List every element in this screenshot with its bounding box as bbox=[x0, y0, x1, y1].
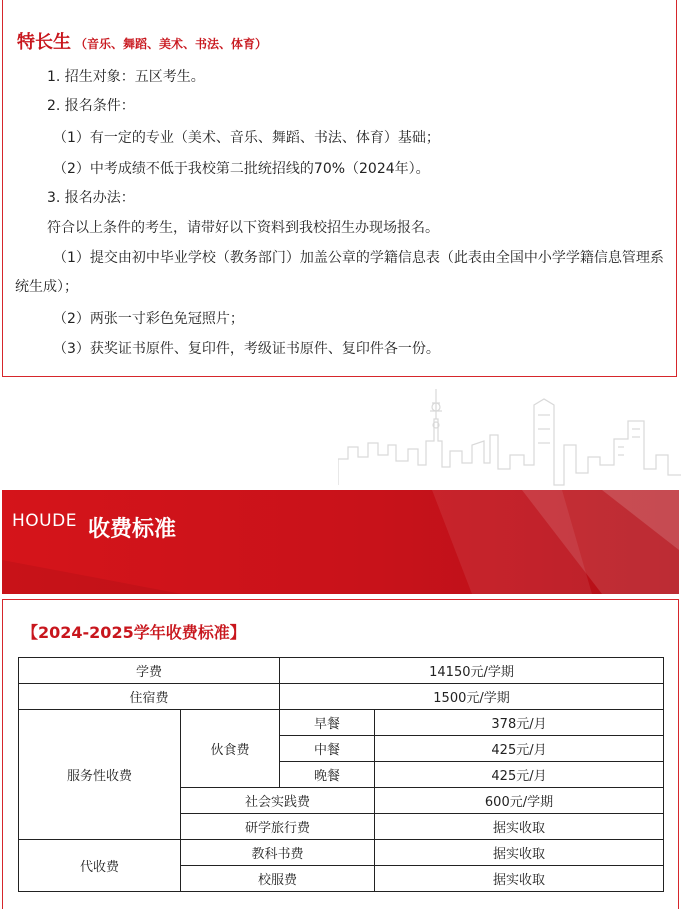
fee-table bbox=[18, 657, 664, 892]
study-tour-fee-value: 据实收取 bbox=[375, 814, 664, 840]
lunch-label: 中餐 bbox=[280, 736, 375, 762]
textbook-fee-label: 教科书费 bbox=[181, 840, 375, 866]
dinner-value: 425元/月 bbox=[375, 762, 664, 788]
method-intro: 符合以上条件的考生，请带好以下资料到我校招生办现场报名。 bbox=[47, 220, 439, 236]
conditions-heading: 2. 报名条件： bbox=[47, 98, 135, 114]
table-row bbox=[19, 710, 664, 736]
fee-section-title: 收费标准 bbox=[88, 517, 177, 542]
table-row bbox=[19, 684, 664, 710]
meal-fee-label: 伙食费 bbox=[181, 710, 280, 788]
city-skyline-illustration bbox=[338, 385, 681, 487]
specialty-heading bbox=[17, 28, 267, 54]
method-1: （1）提交由初中毕业学校（教务部门）加盖公章的学籍信息表（此表由全国中小学学籍信息管理系统生成）； bbox=[15, 250, 664, 295]
condition-1: （1）有一定的专业（美术、音乐、舞蹈、书法、体育）基础； bbox=[53, 130, 440, 146]
tuition-label: 学费 bbox=[19, 658, 280, 684]
specialty-title: 特长生 bbox=[17, 32, 71, 53]
breakfast-value: 378元/月 bbox=[375, 710, 664, 736]
fee-section-banner bbox=[2, 490, 679, 594]
breakfast-label: 早餐 bbox=[280, 710, 375, 736]
enroll-target-line: 1. 招生对象：五区考生。 bbox=[47, 69, 205, 85]
method-3: （3）获奖证书原件、复印件，考级证书原件、复印件各一份。 bbox=[53, 341, 440, 357]
fee-year-heading: 【2024-2025学年收费标准】 bbox=[22, 623, 246, 642]
lodging-label: 住宿费 bbox=[19, 684, 280, 710]
uniform-fee-label: 校服费 bbox=[181, 866, 375, 892]
condition-2: （2）中考成绩不低于我校第二批统招线的70%（2024年）。 bbox=[53, 161, 430, 177]
specialty-subtitle: （音乐、舞蹈、美术、书法、体育） bbox=[75, 37, 268, 51]
collected-fee-label: 代收费 bbox=[19, 840, 181, 892]
tuition-value: 14150元/学期 bbox=[280, 658, 664, 684]
table-row bbox=[19, 658, 664, 684]
dinner-label: 晚餐 bbox=[280, 762, 375, 788]
lodging-value: 1500元/学期 bbox=[280, 684, 664, 710]
lunch-value: 425元/月 bbox=[375, 736, 664, 762]
uniform-fee-value: 据实收取 bbox=[375, 866, 664, 892]
study-tour-fee-label: 研学旅行费 bbox=[181, 814, 375, 840]
practice-fee-value: 600元/学期 bbox=[375, 788, 664, 814]
table-row bbox=[19, 840, 664, 866]
brand-text: HOUDE bbox=[12, 511, 77, 531]
practice-fee-label: 社会实践费 bbox=[181, 788, 375, 814]
textbook-fee-value: 据实收取 bbox=[375, 840, 664, 866]
method-heading: 3. 报名办法： bbox=[47, 190, 135, 206]
service-fee-label: 服务性收费 bbox=[19, 710, 181, 840]
method-2: （2）两张一寸彩色免冠照片； bbox=[53, 311, 244, 327]
